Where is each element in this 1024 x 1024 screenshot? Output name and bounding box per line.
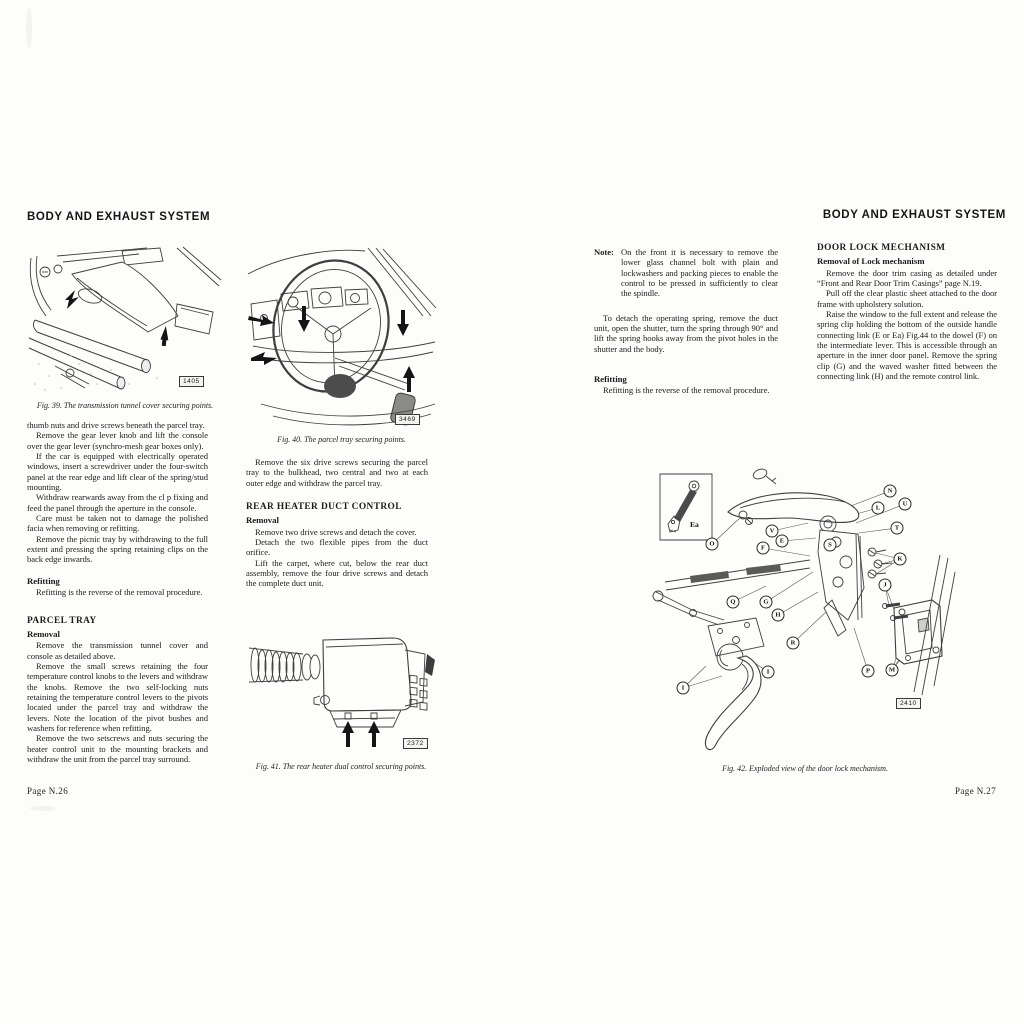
fig42-callout-m: M — [886, 664, 899, 677]
fig42-callout-q: Q — [727, 596, 740, 609]
figure-39-illustration — [27, 244, 223, 394]
paragraph: Remove two drive screws and detach the cover. — [255, 526, 417, 537]
note-text: On the front it is necessary to remove the lower glass channel bolt with plain and lockwashers and packing pieces to enable the control to be pressed in sufficiently to clear the spindle. — [621, 247, 778, 299]
fig42-callout-u: U — [899, 498, 912, 511]
figure-41-photo-number: 2372 — [403, 738, 428, 749]
paragraph: Remove the six drive screws securing the parcel tray to the bulkhead, two central and two at each outer edge and withdraw the parcel tray. — [246, 457, 428, 488]
right-page-column-2 — [817, 243, 997, 381]
figure-42-illustration — [650, 460, 1020, 758]
figure-41-illustration — [245, 610, 437, 755]
right-page-column-1 — [594, 247, 778, 396]
note-label: Note: — [594, 247, 614, 257]
page-number-left: Page N.26 — [27, 786, 69, 796]
refitting-heading: Refitting — [27, 575, 60, 586]
figure-42-photo-number: 2410 — [896, 698, 921, 709]
paragraph: If the car is equipped with electrically operated windows, insert a screwdriver under the four-switch panel at the rear edge and lift clear of the spring/stud mounting. — [27, 451, 208, 493]
left-page-column-1 — [27, 420, 208, 764]
fig42-callout-n: N — [884, 485, 897, 498]
paragraph: Remove the door trim casing as detailed under “Front and Rear Door Trim Casings” page N.19. — [817, 267, 997, 289]
fig42-callout-h: H — [772, 609, 785, 622]
fig42-callout-p: P — [862, 665, 875, 678]
figure-40-photo-number: 3469 — [395, 414, 420, 425]
door-lock-mechanism-heading: DOOR LOCK MECHANISM — [817, 243, 946, 253]
figure-41-caption: Fig. 41. The rear heater dual control securing points. — [255, 762, 427, 771]
page-number-right: Page N.27 — [955, 786, 997, 796]
figure-39-photo-number: 1405 — [179, 376, 204, 387]
removal-of-lock-heading: Removal of Lock mechanism — [817, 256, 925, 267]
figure-39-caption: Fig. 39. The transmission tunnel cover securing points. — [36, 401, 214, 410]
fig42-callout-i: I — [677, 682, 690, 695]
fig42-callout-k: K — [894, 553, 907, 566]
fig42-callout-t: T — [891, 522, 904, 535]
fig42-callout-g: G — [760, 596, 773, 609]
parcel-tray-heading: PARCEL TRAY — [27, 615, 97, 626]
paragraph: Withdraw rearwards away from the cl p fixing and feed the panel through the aperture in the console. — [27, 492, 208, 513]
page-header-left: BODY AND EXHAUST SYSTEM — [27, 211, 211, 223]
paragraph: Remove the picnic tray by withdrawing to the full extent and pressing the spring retaining clips on the back edge inwards. — [27, 533, 208, 565]
paragraph: Pull off the clear plastic sheet attached to the door frame with upholstery solution. — [817, 288, 997, 309]
paragraph: Refitting is the reverse of the removal procedure. — [36, 587, 203, 598]
paragraph: Remove the two setscrews and nuts securing the heater control unit to the mounting brackets and withdraw the unit from the parcel tray surround. — [27, 733, 208, 764]
page-header-right: BODY AND EXHAUST SYSTEM — [822, 209, 1006, 221]
rear-heater-duct-heading: REAR HEATER DUCT CONTROL — [246, 502, 402, 513]
paragraph: Refitting is the reverse of the removal procedure. — [603, 385, 770, 396]
paragraph: To detach the operating spring, remove the duct unit, open the shutter, turn the spring through 90° and lift the spring hooks away from the pivot holes in the shutter and the body. — [594, 312, 778, 354]
fig42-callout-r: R — [787, 637, 800, 650]
left-page-column-2 — [246, 457, 428, 589]
paragraph: Detach the two flexible pipes from the duct orifice. — [246, 537, 428, 558]
fig42-callout-f: F — [757, 542, 770, 555]
paragraph: Remove the transmission tunnel cover and console as detailed above. — [27, 640, 208, 661]
fig42-inset-label-ea: Ea — [690, 520, 699, 529]
refitting-heading: Refitting — [594, 374, 627, 385]
arrow — [65, 290, 79, 309]
fig42-callout-o: O — [706, 538, 719, 551]
scan-artifact — [26, 8, 32, 48]
removal-heading: Removal — [246, 515, 279, 526]
fig42-callouts — [650, 460, 1020, 758]
paragraph: Lift the carpet, where cut, below the rear duct assembly, remove the four drive screws and detach the complete duct unit. — [246, 557, 428, 589]
scan-artifact — [30, 806, 56, 811]
fig42-callout-l: L — [872, 502, 885, 515]
paragraph: thumb nuts and drive screws beneath the parcel tray. — [27, 420, 205, 430]
removal-heading: Removal — [27, 628, 60, 639]
note-block — [594, 247, 778, 299]
fig42-callout-e: E — [776, 535, 789, 548]
figure-40-caption: Fig. 40. The parcel tray securing points. — [277, 435, 406, 444]
fig42-callout-i: I — [762, 666, 775, 679]
fig42-callout-s: S — [824, 539, 837, 552]
paragraph: Raise the window to the full extent and release the spring clip holding the bottom of the outside handle connecting link (E or Ea) Fig.44 to the dowel (F) on the intermediate lever. This is accessible through an aperture in the inner door panel. Remove the spring clip (G) and the waved washer fitted between the connecting link (H) and the remote control link. — [817, 309, 997, 382]
fig42-callout-v: V — [766, 525, 779, 538]
figure-40-illustration — [243, 246, 440, 431]
paragraph: Remove the small screws retaining the four temperature control knobs to the levers and withdraw the knobs. Remove the two self-locking nuts retaining the temperature control levers to the pivots located under the parcel tray and withdraw the levers. Note the location of the pivot bushes and washers for reference when refitting. — [27, 660, 208, 733]
figure-42-caption: Fig. 42. Exploded view of the door lock mechanism. — [722, 764, 888, 773]
fig42-callout-j: J — [879, 579, 892, 592]
paragraph: Remove the gear lever knob and lift the console over the gear lever (synchro-mesh gear boxes only). — [27, 430, 208, 451]
paragraph: Care must be taken not to damage the polished facia when removing or refitting. — [27, 513, 208, 534]
